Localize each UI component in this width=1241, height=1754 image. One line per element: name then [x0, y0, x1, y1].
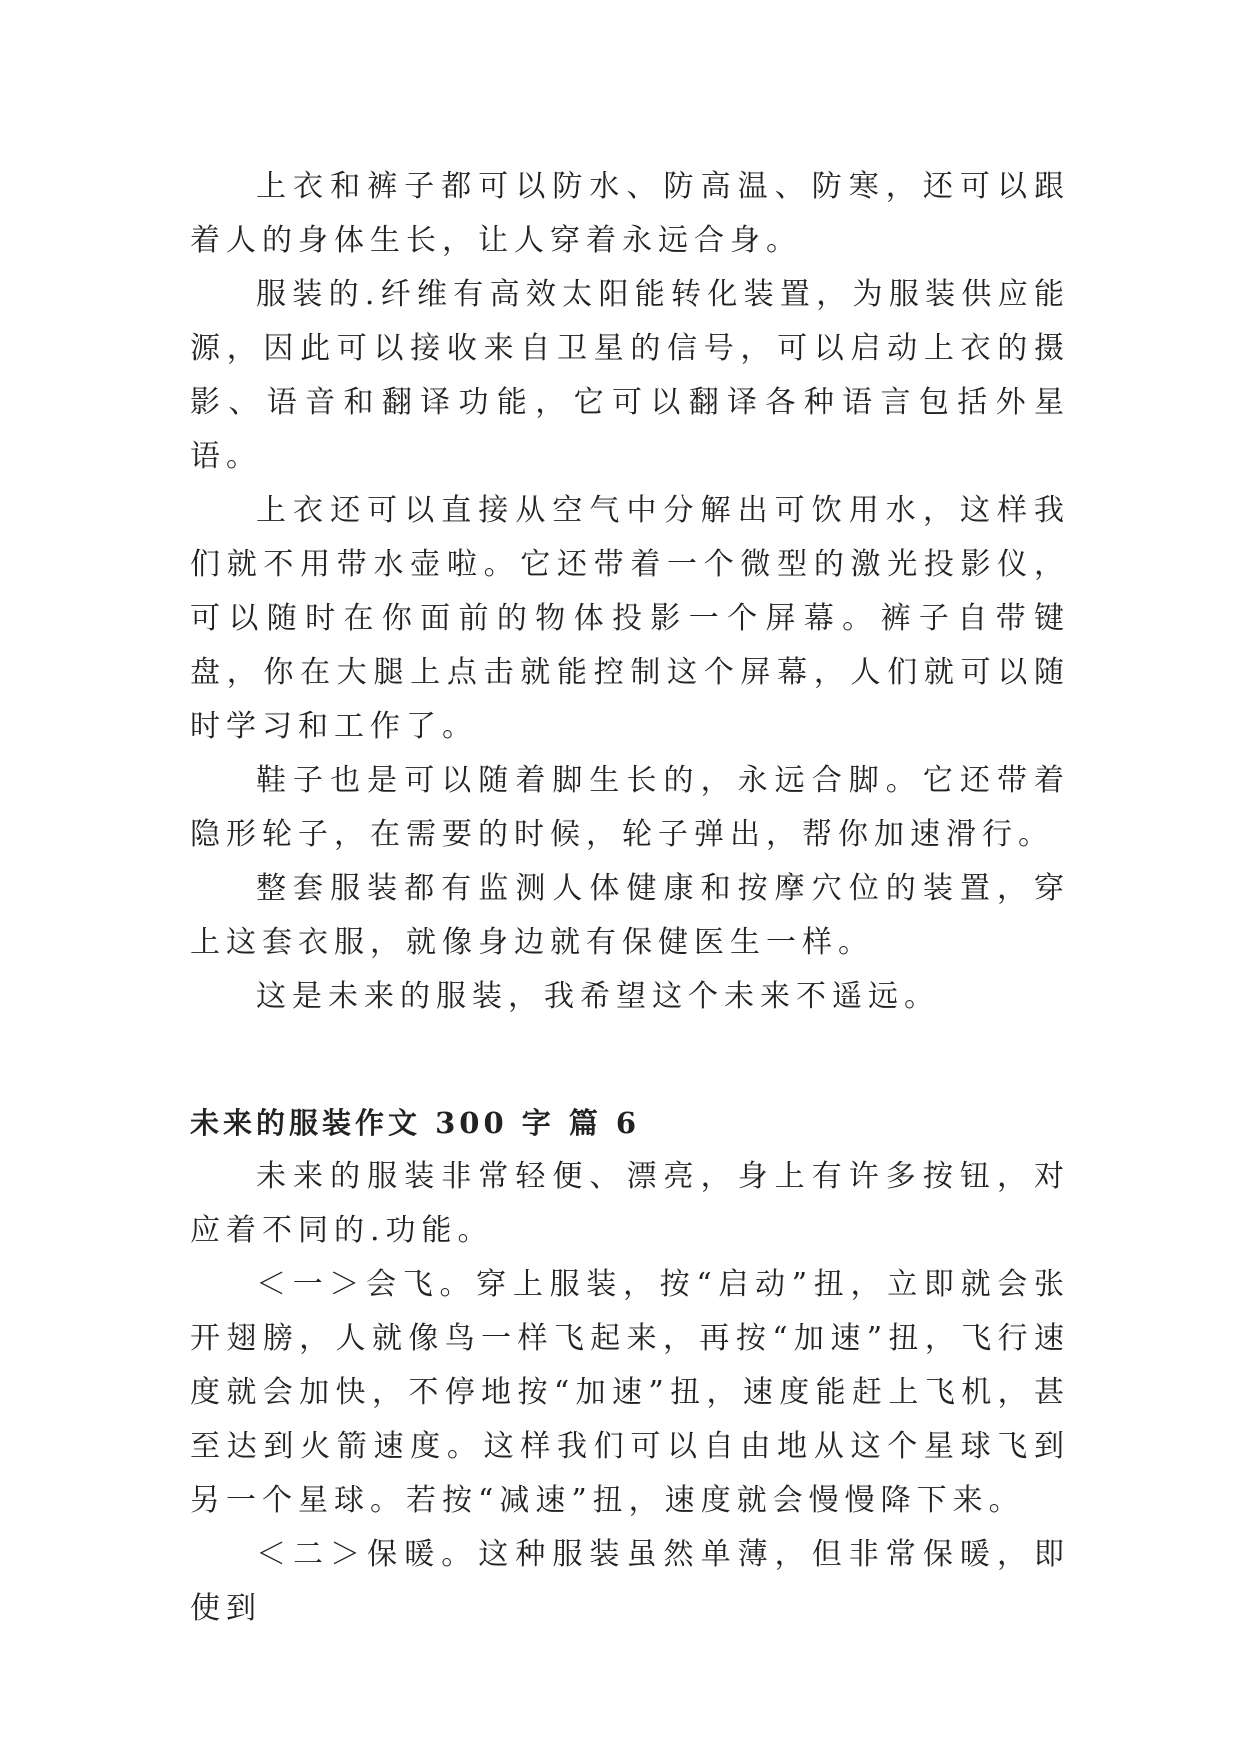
- paragraph: 未来的服装非常轻便、漂亮，身上有许多按钮，对应着不同的.功能。: [190, 1159, 1070, 1248]
- paragraph: 服装的.纤维有高效太阳能转化装置，为服装供应能源，因此可以接收来自卫星的信号，可以启动上衣的摄影、语音和翻译功能，它可以翻译各种语言包括外星语。: [190, 277, 1070, 474]
- paragraph: 整套服装都有监测人体健康和按摩穴位的装置，穿上这套衣服，就像身边就有保健医生一样。: [190, 871, 1070, 960]
- paragraph: 这是未来的服装，我希望这个未来不遥远。: [256, 979, 940, 1014]
- paragraph: 上衣还可以直接从空气中分解出可饮用水，这样我们就不用带水壶啦。它还带着一个微型的激光投影仪，可以随时在你面前的物体投影一个屏幕。裤子自带键盘，你在大腿上点击就能控制这个屏幕，人们就可以随时学习和工作了。: [190, 493, 1070, 744]
- section-heading: 未来的服装作文 300 字 篇 6: [190, 1106, 641, 1140]
- paragraph: 上衣和裤子都可以防水、防高温、防寒，还可以跟着人的身体生长，让人穿着永远合身。: [190, 169, 1070, 258]
- paragraph: ＜二＞保暖。这种服装虽然单薄，但非常保暖，即使到: [190, 1537, 1070, 1626]
- paragraph: 鞋子也是可以随着脚生长的，永远合脚。它还带着隐形轮子，在需要的时候，轮子弹出，帮你加速滑行。: [190, 763, 1070, 852]
- paragraph: ＜一＞会飞。穿上服装，按“启动”扭，立即就会张开翅膀，人就像鸟一样飞起来，再按“加速”扭，飞行速度就会加快，不停地按“加速”扭，速度能赶上飞机，甚至达到火箭速度。这样我们可以自由地从这个星球飞到另一个星球。若按“减速”扭，速度就会慢慢降下来。: [190, 1267, 1070, 1518]
- document-body: [190, 160, 1070, 1636]
